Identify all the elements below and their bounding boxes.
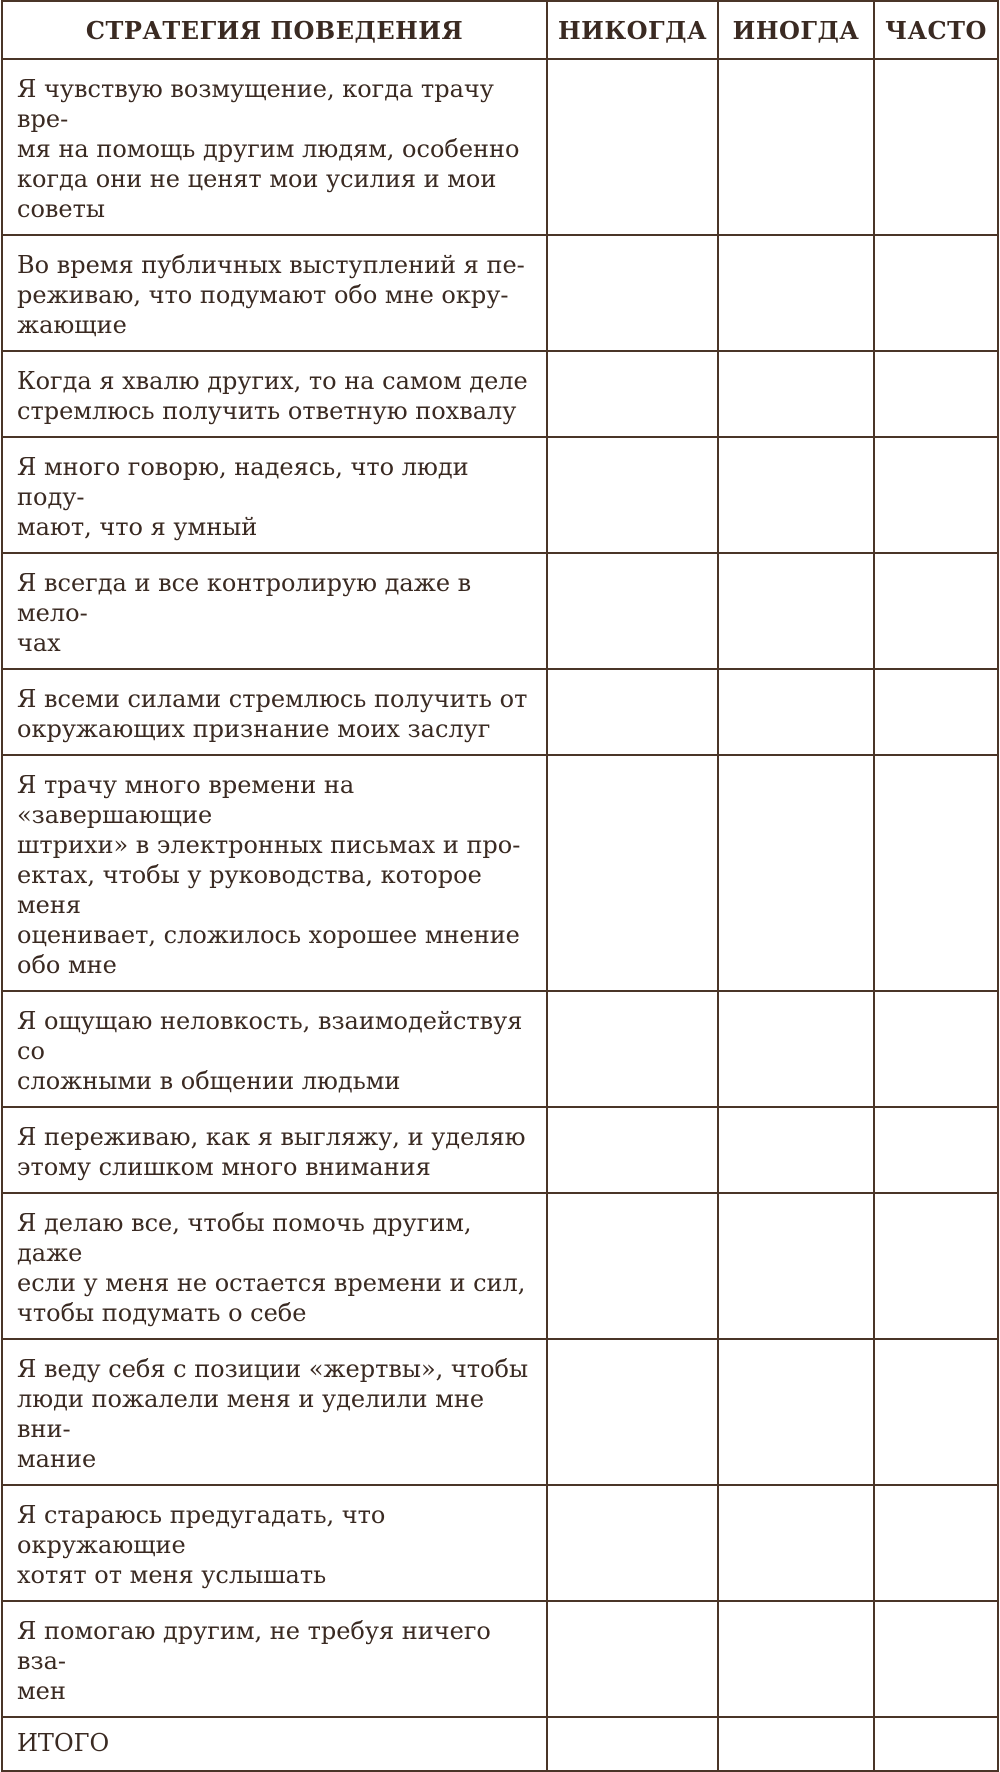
statement-line: Когда я хвалю других, то на самом деле [17,367,528,395]
statement-line: окружающих признание моих заслуг [17,715,491,743]
table-row [2,755,998,991]
answer-cell-often[interactable] [874,1339,998,1485]
answer-cell-never[interactable] [547,1485,718,1601]
statement-line: стремлюсь получить ответную похвалу [17,397,517,425]
statement-line: Я всегда и все контролирую даже в мело- [17,569,472,627]
answer-cell-sometimes[interactable] [718,991,874,1107]
answer-cell-sometimes[interactable] [718,1601,874,1717]
table-row [2,1485,998,1601]
table-row [2,1601,998,1717]
header-strategy: СТРАТЕГИЯ ПОВЕДЕНИЯ [2,1,547,59]
answer-cell-often[interactable] [874,669,998,755]
answer-cell-never[interactable] [547,59,718,235]
answer-cell-sometimes[interactable] [718,351,874,437]
statement-line: этому слишком много внимания [17,1153,431,1181]
table-header [2,1,998,59]
answer-cell-sometimes[interactable] [718,1485,874,1601]
table-row [2,1339,998,1485]
answer-cell-often[interactable] [874,1485,998,1601]
header-row [2,1,998,59]
statement-cell [2,1193,547,1339]
answer-cell-often[interactable] [874,437,998,553]
statement-line: когда они не ценят мои усилия и мои [17,165,497,193]
total-label [2,1717,547,1771]
table-row [2,1193,998,1339]
statement-line: обо мне [17,951,117,979]
statement-line: жающие [17,311,127,339]
answer-cell-often[interactable] [874,1193,998,1339]
answer-cell-often[interactable] [874,1717,998,1771]
statement-line: Я трачу много времени на «завершающие [17,771,355,829]
statement-cell [2,669,547,755]
statement-line: оценивает, сложилось хорошее мнение [17,921,520,949]
answer-cell-never[interactable] [547,553,718,669]
table-row [2,1107,998,1193]
statement-cell [2,1601,547,1717]
statement-line: Во время публичных выступлений я пе- [17,251,525,279]
header-often: ЧАСТО [874,1,998,59]
answer-cell-never[interactable] [547,755,718,991]
statement-line: сложными в общении людьми [17,1067,401,1095]
answer-cell-sometimes[interactable] [718,1717,874,1771]
statement-line: Я ощущаю неловкость, взаимодействуя со [17,1007,523,1065]
answer-cell-never[interactable] [547,1601,718,1717]
answer-cell-never[interactable] [547,1193,718,1339]
statement-line: ИТОГО [17,1729,110,1757]
answer-cell-sometimes[interactable] [718,235,874,351]
table-row [2,235,998,351]
answer-cell-sometimes[interactable] [718,755,874,991]
statement-line: мя на помощь другим людям, особенно [17,135,520,163]
table-body [2,59,998,1771]
answer-cell-sometimes[interactable] [718,1107,874,1193]
statement-line: Я всеми силами стремлюсь получить от [17,685,528,713]
answer-cell-sometimes[interactable] [718,1339,874,1485]
statement-line: реживаю, что подумают обо мне окру- [17,281,509,309]
statement-cell [2,351,547,437]
table-row [2,59,998,235]
answer-cell-often[interactable] [874,1601,998,1717]
statement-line: Я много говорю, надеясь, что люди поду- [17,453,469,511]
statement-line: если у меня не остается времени и сил, [17,1269,526,1297]
answer-cell-never[interactable] [547,1107,718,1193]
statement-cell [2,755,547,991]
answer-cell-never[interactable] [547,437,718,553]
statement-line: чтобы подумать о себе [17,1299,307,1327]
statement-line: люди пожалели меня и уделили мне вни- [17,1385,485,1443]
behavior-strategy-table [1,0,999,1772]
statement-cell [2,437,547,553]
statement-cell [2,235,547,351]
statement-line: мен [17,1677,66,1705]
answer-cell-often[interactable] [874,235,998,351]
statement-cell [2,1485,547,1601]
statement-line: Я переживаю, как я выгляжу, и уделяю [17,1123,526,1151]
header-sometimes: ИНОГДА [718,1,874,59]
answer-cell-sometimes[interactable] [718,437,874,553]
statement-cell [2,1339,547,1485]
answer-cell-never[interactable] [547,1717,718,1771]
answer-cell-often[interactable] [874,59,998,235]
statement-line: штрихи» в электронных письмах и про- [17,831,521,859]
answer-cell-often[interactable] [874,351,998,437]
statement-line: Я помогаю другим, не требуя ничего вза- [17,1617,491,1675]
statement-cell [2,553,547,669]
answer-cell-never[interactable] [547,351,718,437]
total-row [2,1717,998,1771]
statement-line: Я веду себя с позиции «жертвы», чтобы [17,1355,529,1383]
statement-line: советы [17,195,105,223]
answer-cell-never[interactable] [547,235,718,351]
answer-cell-never[interactable] [547,669,718,755]
statement-cell [2,991,547,1107]
statement-cell [2,1107,547,1193]
answer-cell-often[interactable] [874,1107,998,1193]
statement-line: чах [17,629,61,657]
header-never: НИКОГДА [547,1,718,59]
statement-line: Я чувствую возмущение, когда трачу вре- [17,75,494,133]
answer-cell-sometimes[interactable] [718,553,874,669]
answer-cell-often[interactable] [874,553,998,669]
statement-line: хотят от меня услышать [17,1561,327,1589]
answer-cell-sometimes[interactable] [718,1193,874,1339]
table-row [2,669,998,755]
statement-line: ектах, чтобы у руководства, которое меня [17,861,482,919]
answer-cell-sometimes[interactable] [718,669,874,755]
statement-line: мают, что я умный [17,513,258,541]
answer-cell-never[interactable] [547,991,718,1107]
statement-cell [2,59,547,235]
table-row [2,553,998,669]
answer-cell-never[interactable] [547,1339,718,1485]
statement-line: Я стараюсь предугадать, что окружающие [17,1501,386,1559]
table-row [2,437,998,553]
answer-cell-sometimes[interactable] [718,59,874,235]
answer-cell-often[interactable] [874,991,998,1107]
statement-line: Я делаю все, чтобы помочь другим, даже [17,1209,472,1267]
answer-cell-often[interactable] [874,755,998,991]
statement-line: мание [17,1445,97,1473]
table-row [2,991,998,1107]
table-row [2,351,998,437]
